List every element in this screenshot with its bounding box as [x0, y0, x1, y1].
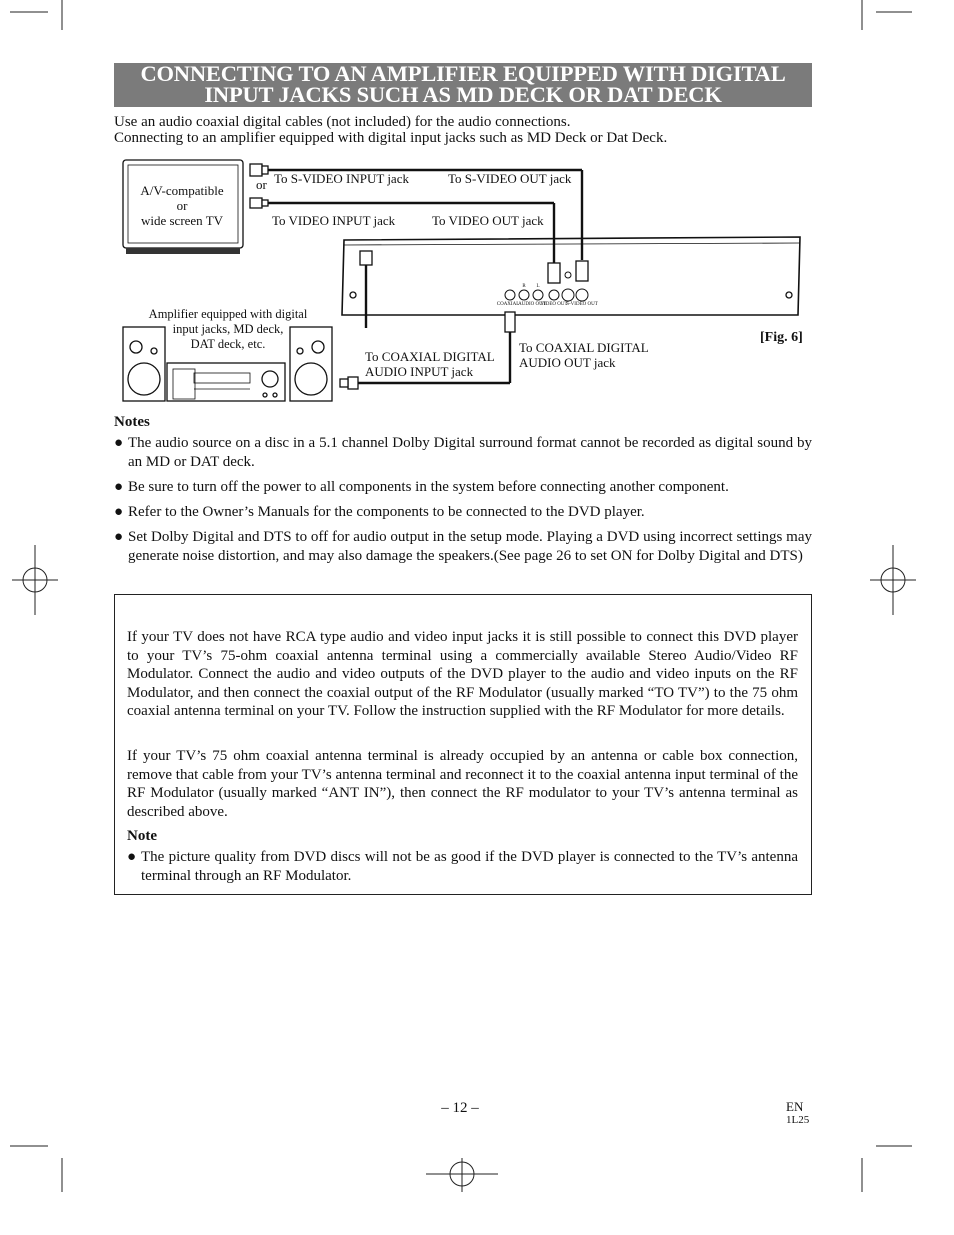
rf-paragraph-1: If your TV does not have RCA type audio and video input jacks it is still possible to connect this DVD player to your TV’s 75-ohm coaxial antenna terminal using a commercially available Stereo Audio/Video RF Modulator. Connect the audio and video outputs of the DVD player to the audio and video inputs on the RF Modulator, and then connect the coaxial output of the RF Modulator (usually marked “TO TV”) to the 75 ohm coaxial antenna terminal on your TV. Follow the instruction supplied with the RF Modulator for more details. [127, 629, 798, 720]
panel-label-audio-out: AUDIO OUT [518, 302, 546, 307]
note-item-4 [114, 528, 812, 565]
or-label: or [256, 177, 267, 192]
note-text: Refer to the Owner’s Manuals for the components to be connected to the DVD player. [128, 504, 645, 520]
tv-base [126, 248, 240, 254]
svideo-output-label: To S-VIDEO OUT jack [448, 171, 572, 186]
coax-plug-dvd [505, 312, 515, 332]
title-line-1: CONNECTING TO AN AMPLIFIER EQUIPPED WITH DIGITAL [140, 61, 786, 86]
tv-label-line-3: wide screen TV [140, 213, 224, 228]
tv-label [124, 183, 240, 228]
amp-label-line-2: input jacks, MD deck, [172, 322, 284, 336]
amplifier-label [140, 307, 316, 352]
figure-label: [Fig. 6] [760, 330, 803, 345]
panel-label-s-video-out: S-VIDEO OUT [566, 302, 598, 307]
coax-output-line-1: To COAXIAL DIGITAL [519, 340, 649, 355]
amp-unit [167, 363, 285, 401]
model-code: 1L25 [786, 1114, 810, 1126]
page-title [114, 63, 812, 107]
bullet: ● [127, 849, 137, 865]
tv-label-line-1: A/V-compatible [140, 183, 224, 198]
video-plug-dvd [548, 263, 560, 283]
intro-line-1: Use an audio coaxial digital cables (not included) for the audio connections. [114, 114, 571, 130]
svideo-input-label: To S-VIDEO INPUT jack [274, 171, 409, 186]
page-number: – 12 – [441, 1100, 479, 1116]
panel-label-video-out: VIDEO OUT [540, 302, 568, 307]
language-code: EN [786, 1099, 804, 1114]
bullet: ● [114, 435, 124, 451]
notes-heading: Notes [114, 414, 150, 430]
note-item-3 [114, 503, 812, 522]
bullet: ● [114, 504, 124, 520]
bullet: ● [114, 529, 124, 545]
video-plug-tv [250, 198, 268, 208]
note-item-2 [114, 478, 812, 497]
video-input-label: To VIDEO INPUT jack [272, 213, 396, 228]
box-note-heading: Note [127, 828, 157, 844]
coax-input-label [365, 349, 495, 379]
registration-mark-right [870, 545, 916, 615]
registration-mark-left [12, 545, 58, 615]
coax-input-line-1: To COAXIAL DIGITAL [365, 349, 495, 364]
svideo-plug-dvd [576, 261, 588, 281]
bullet: ● [114, 479, 124, 495]
box-note-text: The picture quality from DVD discs will not be as good if the DVD player is connected to the TV’s antenna terminal through an RF Modulator. [141, 849, 798, 884]
note-text: Set Dolby Digital and DTS to off for audio output in the setup mode. Playing a DVD using incorrect settings may generate noise distortion, and may also damage the speakers.(See page 26 to set ON for Dolby Digital and DTS) [128, 529, 812, 564]
intro-line-2: Connecting to an amplifier equipped with digital input jacks such as MD Deck or Dat Deck. [114, 130, 668, 146]
title-line-2: INPUT JACKS SUCH AS MD DECK OR DAT DECK [204, 82, 722, 107]
tv-label-line-2: or [176, 198, 188, 213]
box-note-item [127, 848, 798, 885]
coax-plug-amp [340, 377, 358, 389]
registration-mark-bottom [426, 1158, 498, 1192]
video-output-label: To VIDEO OUT jack [432, 213, 544, 228]
coax-input-line-2: AUDIO INPUT jack [365, 364, 474, 379]
amp-label-line-3: DAT deck, etc. [190, 337, 266, 351]
panel-label-coaxial: COAXIAL [496, 302, 520, 307]
coax-output-label [519, 340, 649, 370]
note-text: Be sure to turn off the power to all components in the system before connecting another component. [128, 479, 729, 495]
coax-output-line-2: AUDIO OUT jack [519, 355, 616, 370]
rf-paragraph-2: If your TV’s 75 ohm coaxial antenna terminal is already occupied by an antenna or cable box connection, remove that cable from your TV’s antenna terminal and reconnect it to the coaxial antenna input terminal of the RF Modulator (usually marked “ANT IN”), then connect the RF modulator to your TV’s antenna terminal as described above. [127, 748, 798, 820]
panel-label-r: R [522, 284, 526, 289]
note-item-1 [114, 434, 812, 471]
amp-label-line-1: Amplifier equipped with digital [148, 307, 308, 321]
svideo-plug-tv [250, 164, 268, 176]
note-text: The audio source on a disc in a 5.1 channel Dolby Digital surround format cannot be recorded as digital sound by an MD or DAT deck. [128, 435, 812, 470]
panel-label-l: L [536, 284, 540, 289]
